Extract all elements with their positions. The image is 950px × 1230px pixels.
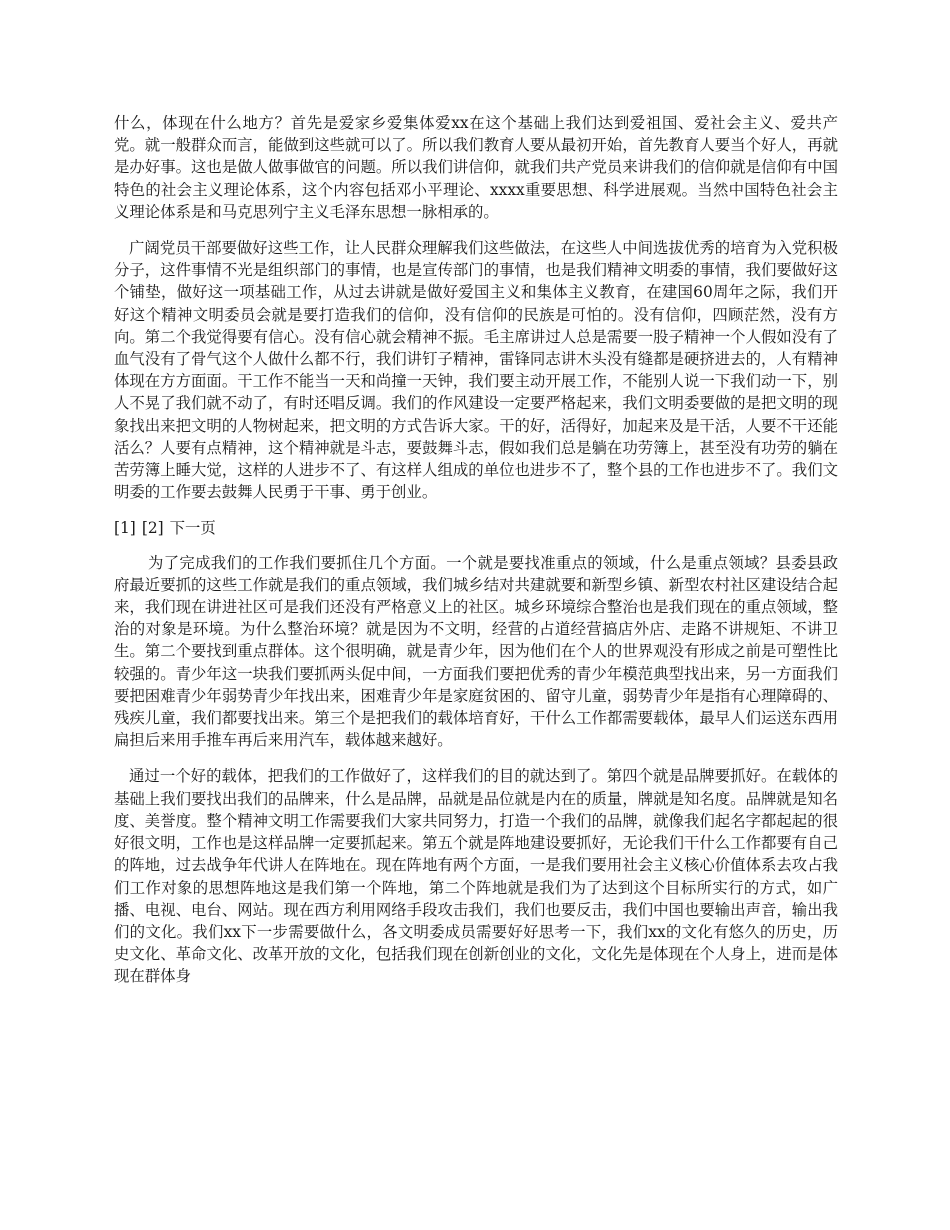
page-link-2[interactable]: [2] [141,519,164,538]
paragraph-1: 什么，体现在什么地方？首先是爱家乡爱集体爱xx在这个基础上我们达到爱祖国、爱社会主义、爱共产党。就一般群众而言，能做到这些就可以了。所以我们教育人要从最初开始，首先教育人要当个好人，再就是办好事。这也是做人做事做官的问题。所以我们讲信仰，就我们共产党员来讲我们的信仰就是信仰有中国特色的社会主义理论体系，这个内容包括邓小平理论、xxxx重要思想、科学进展观。当然中国特色社会主义理论体系是和马克思列宁主义毛泽东思想一脉相承的。 [114,114,838,221]
paragraph-2: 广阔党员干部要做好这些工作，让人民群众理解我们这些做法，在这些人中间选拔优秀的培育为入党积极分子，这件事情不光是组织部门的事情，也是宣传部门的事情，也是我们精神文明委的事情，我们要做好这个铺垫，做好这一项基础工作，从过去讲就是做好爱国主义和集体主义教育，在建国60周年之际，我们开好这个精神文明委员会就是要打造我们的信仰，没有信仰的民族是可怕的。没有信仰，四顾茫然，没有方向。第二个我觉得要有信心。没有信心就会精神不振。毛主席讲过人总是需要一股子精神一个人假如没有了血气没有了骨气这个人做什么都不行，我们讲钉子精神，雷锋同志讲木头没有缝都是硬挤进去的，人有精神体现在方方面面。干工作不能当一天和尚撞一天钟，我们要主动开展工作，不能别人说一下我们动一下，别人不晃了我们就不动了，有时还唱反调。我们的作风建设一定要严格起来，我们文明委要做的是把文明的现象找出来把文明的人物树起来，把文明的方式告诉大家。干的好，活得好，加起来及是干活，人要不干还能活么？人要有点精神，这个精神就是斗志，要鼓舞斗志，假如我们总是躺在功劳簿上，甚至没有功劳的躺在苦劳簿上睡大觉，这样的人进步不了、有这样人组成的单位也进步不了，整个县的工作也进步不了。我们文明委的工作要去鼓舞人民勇于干事、勇于创业。 [114,239,838,502]
paragraph-4: 通过一个好的载体，把我们的工作做好了，这样我们的目的就达到了。第四个就是品牌要抓好。在载体的基础上我们要找出我们的品牌来，什么是品牌，品就是品位就是内在的质量，牌就是知名度。品牌就是知名度、美誉度。整个精神文明工作需要我们大家共同努力，打造一个我们的品牌，就像我们起名字都起起的很好很文明，工作也是这样品牌一定要抓起来。第五个就是阵地建设要抓好，无论我们干什么工作都要有自己的阵地，过去战争年代讲人在阵地在。现在阵地有两个方面，一是我们要用社会主义核心价值体系去攻占我们工作对象的思想阵地这是我们第一个阵地，第二个阵地就是我们为了达到这个目标所实行的方式，如广播、电视、电台、网站。现在西方利用网络手段攻击我们，我们也要反击，我们中国也要输出声音，输出我们的文化。我们xx下一步需要做什么，各文明委成员需要好好思考一下，我们xx的文化有悠久的历史，历史文化、革命文化、改革开放的文化，包括我们现在创新创业的文化，文化先是体现在个人身上，进而是体现在群体身 [114,767,838,986]
page-link-1[interactable]: [1] [114,519,136,538]
next-page-link[interactable]: 下一页 [169,519,216,538]
paragraph-3: 为了完成我们的工作我们要抓住几个方面。一个就是要找准重点的领域，什么是重点领域？县委县政府最近要抓的这些工作就是我们的重点领域，我们城乡结对共建就要和新型乡镇、新型农村社区建设结合起来，我们现在讲进社区可是我们还没有严格意义上的社区。城乡环境综合整治也是我们现在的重点领域，整治的对象是环境。为什么整治环境？就是因为不文明，经营的占道经营搞店外店、走路不讲规矩、不讲卫生。第二个要找到重点群体。这个很明确，就是青少年，因为他们在个人的世界观没有形成之前是可塑性比较强的。青少年这一块我们要抓两头促中间，一方面我们要把优秀的青少年模范典型找出来，另一方面我们要把困难青少年弱势青少年找出来，困难青少年是家庭贫困的、留守儿童，弱势青少年是指有心理障碍的、残疾儿童，我们都要找出来。第三个是把我们的载体培育好，干什么工作都需要载体，最早人们运送东西用扁担后来用手推车再后来用汽车，载体越来越好。 [114,553,838,750]
pagination [114,517,838,539]
document-body [114,112,838,1002]
